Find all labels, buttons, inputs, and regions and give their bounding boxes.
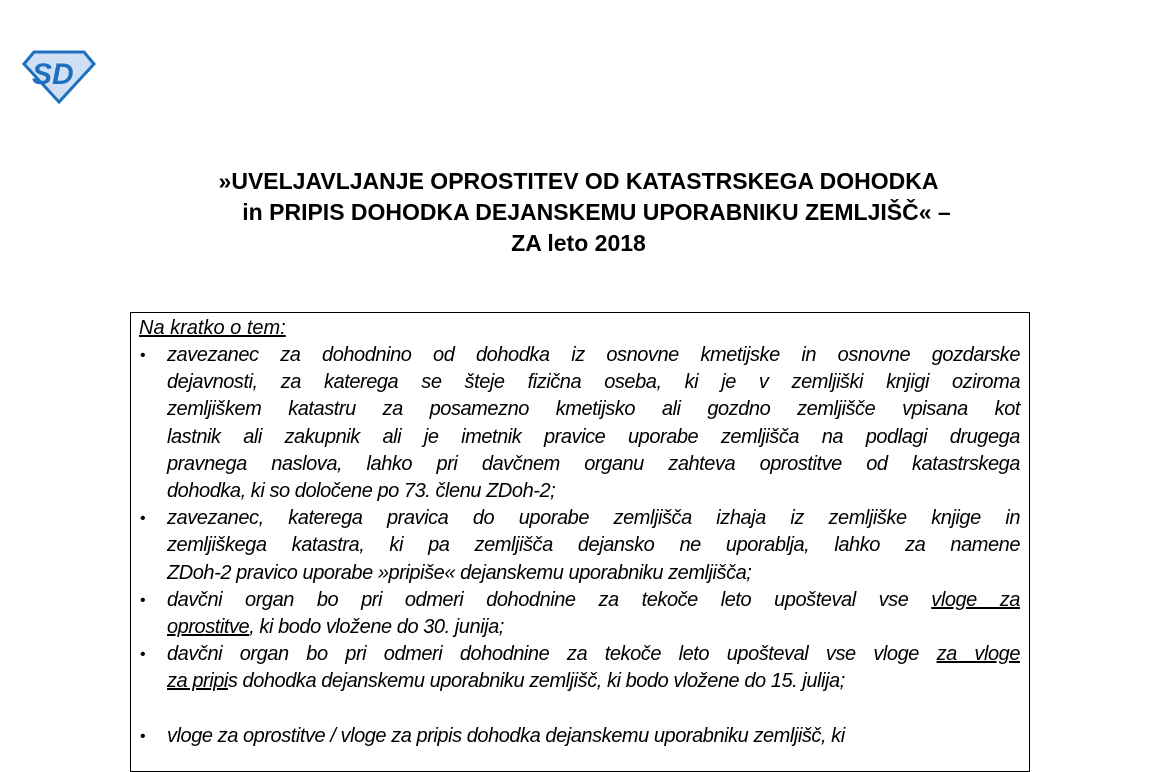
underlined-text: za pripi <box>167 670 228 693</box>
text-segment: dohodka, ki so določene po 73. členu ZDoh-2; <box>167 480 556 503</box>
text-segment: , ki bodo vložene do 30. junija; <box>249 616 504 639</box>
title-line-2: in PRIPIS DOHODKA DEJANSKEMU UPORABNIKU ZEMLJIŠČ« – <box>242 199 951 225</box>
text-line <box>167 396 1020 423</box>
summary-box <box>130 312 1030 772</box>
text-line <box>167 532 1020 559</box>
underlined-text: vloge za <box>931 588 1020 611</box>
text-line <box>167 723 1020 750</box>
text-segment: ZDoh-2 pravico uporabe »pripiše« dejanskemu uporabniku zemljišča; <box>167 561 752 584</box>
text-segment: pravnega naslova, lahko pri davčnem organu zahteva oprostitve od katastrskega <box>167 452 1020 475</box>
bullet-icon: • <box>140 646 146 664</box>
text-line <box>167 505 1020 532</box>
text-line <box>167 614 1020 641</box>
text-segment: zemljiškega katastra, ki pa zemljišča dejansko ne uporablja, lahko za namene <box>167 534 1020 557</box>
list-item <box>131 641 1029 695</box>
bullet-icon: • <box>140 727 146 745</box>
bullet-icon: • <box>140 347 146 364</box>
list-item <box>131 505 1029 587</box>
title-line-1: »UVELJAVLJANJE OPROSTITEV OD KATASTRSKEGA DOHODKA <box>218 168 939 194</box>
text-line <box>167 587 1020 614</box>
list-item <box>131 342 1029 505</box>
svg-text:SD: SD <box>32 58 74 91</box>
summary-list <box>131 342 1029 750</box>
text-line <box>167 668 1020 695</box>
title-line-3: ZA leto 2018 <box>511 230 646 256</box>
summary-heading: Na kratko o tem: <box>139 317 286 339</box>
bullet-icon: • <box>140 510 146 528</box>
document-title <box>0 166 1157 259</box>
blank-line <box>131 696 1029 723</box>
text-segment: davčni organ bo pri odmeri dohodnine za tekoče leto upošteval vse vloge <box>167 643 937 666</box>
text-segment: lastnik ali zakupnik ali je imetnik pravice uporabe zemljišča na podlagi drugega <box>167 425 1020 448</box>
text-segment: s dohodka dejanskemu uporabniku zemljišč, ki bodo vložene do 15. julija; <box>227 670 845 693</box>
text-segment: davčni organ bo pri odmeri dohodnine za tekoče leto upošteval vse <box>167 588 932 611</box>
text-line <box>167 641 1020 668</box>
text-segment: zemljiškem katastru za posamezno kmetijsko ali gozdno zemljišče vpisana kot <box>167 398 1020 421</box>
underlined-text: oprostitve <box>167 616 250 639</box>
text-line <box>167 560 1020 587</box>
text-segment: zavezanec za dohodnino od dohodka iz osnovne kmetijske in osnovne gozdarske <box>167 344 1020 366</box>
text-line <box>167 424 1020 451</box>
text-segment: dejavnosti, za katerega se šteje fizična oseba, ki je v zemljiški knjigi oziroma <box>167 371 1020 394</box>
underlined-text: za vloge <box>936 643 1020 666</box>
list-item <box>131 723 1029 750</box>
text-segment: vloge za oprostitve / vloge za pripis dohodka dejanskemu uporabniku zemljišč, ki <box>167 724 845 747</box>
bullet-icon: • <box>140 591 146 609</box>
text-line <box>167 342 1020 369</box>
text-line <box>167 369 1020 396</box>
logo <box>22 50 96 104</box>
text-line <box>167 451 1020 478</box>
text-segment: zavezanec, katerega pravica do uporabe zemljišča izhaja iz zemljiške knjige in <box>167 507 1020 530</box>
text-line <box>167 478 1020 505</box>
list-item <box>131 587 1029 641</box>
